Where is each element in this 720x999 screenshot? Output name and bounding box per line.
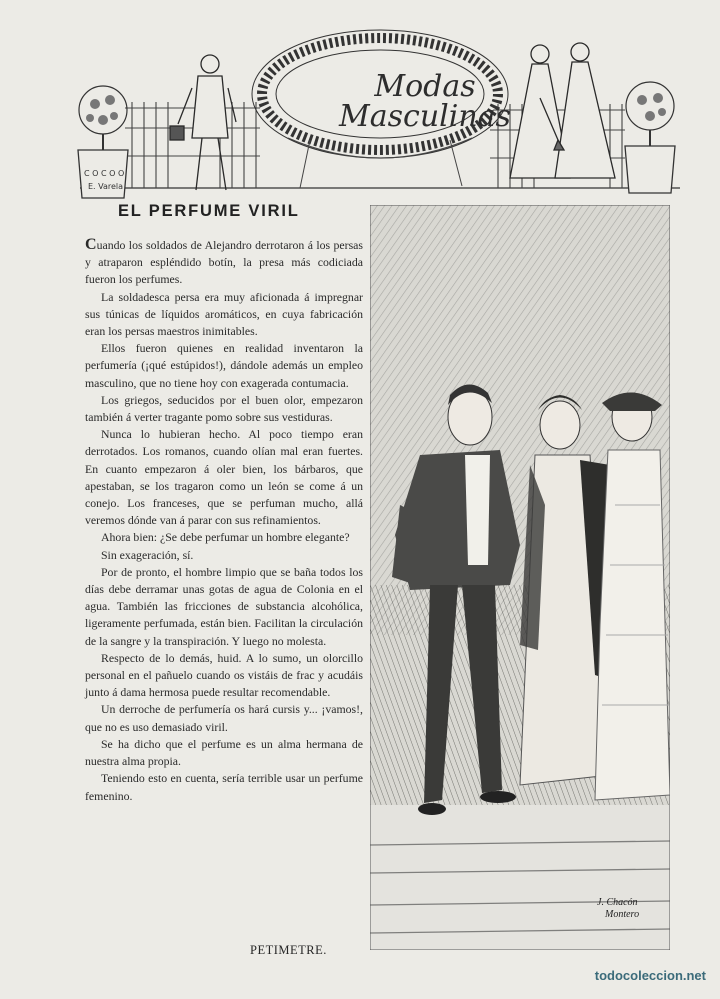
- article-paragraph: Los griegos, seducidos por el buen olor, empezaron también á verter tragante pomo sobre sus vestiduras.: [85, 392, 363, 425]
- watermark: todocoleccion.net: [594, 968, 706, 983]
- article-paragraph: Ahora bien: ¿Se debe perfumar un hombre elegante?: [101, 530, 350, 545]
- article-paragraph: Teniendo esto en cuenta, sería terrible usar un perfume femenino.: [85, 771, 363, 803]
- article-paragraph: Nunca lo hubieran hecho. Al poco tiempo eran derrotados. Los romanos, cuando olían mal eran fuertes. En cuanto empezaron á oler bien, los bárbaros, que apestaban, se los tragaron como un león se come á un conejo. Los franceses, que se perfuman mucho, allá veremos dónde van á parar con sus refinamientos.: [85, 427, 363, 528]
- fashion-illustration: [370, 205, 670, 950]
- header-banner: [70, 28, 690, 206]
- section-title-line2: Masculinas: [339, 99, 511, 134]
- illustration-artist-signature: J. Chacón Montero: [597, 897, 640, 920]
- article-signature: PETIMETRE.: [250, 943, 327, 957]
- drop-cap: C: [85, 236, 97, 253]
- article-paragraph: Respecto de lo demás, huid. A lo sumo, un olorcillo personal en el pañuelo cuando os vistáis de frac y acudáis junto á dama hermosa puede resultar recomendable.: [85, 650, 363, 700]
- header-gentleman-figure: [170, 55, 236, 190]
- section-title: [300, 69, 550, 134]
- article-paragraph: Cuando los soldados de Alejandro derrotaron á los persas y atraparon espléndido botín, la presa más codiciada fueron los perfumes.: [85, 236, 363, 287]
- article-body: [85, 236, 363, 805]
- illustration-artwork: [370, 205, 670, 950]
- svg-text:C O C O O: C O C O O: [84, 169, 125, 178]
- article-paragraph: Se ha dicho que el perfume es un alma hermana de nuestra alma propia.: [85, 736, 363, 769]
- fence-left: [125, 102, 260, 188]
- section-title-line1: Modas: [374, 69, 476, 104]
- article-paragraph: Ellos fueron quienes en realidad inventaron la perfumería (¡qué estúpidos!), dándole además un empleo masculino, que no tiene hoy con exagerada contumacia.: [85, 341, 363, 390]
- article-paragraph: Sin exageración, sí.: [101, 547, 194, 562]
- article-paragraph: Un derroche de perfumería os hará cursis y... ¡vamos!, que no es uso demasiado viril.: [85, 702, 363, 734]
- potted-tree-right: [625, 82, 675, 193]
- article-paragraph: Por de pronto, el hombre limpio que se baña todos los días debe derramar unas gotas de agua de Colonia en el agua. También las fricciones de substancia alcohólica, ligeramente perfumada, están bien. Facilitan la circulación de la sangre y la transpiración. Y luego no molesta.: [85, 564, 363, 648]
- article-title: EL PERFUME VIRIL: [118, 202, 300, 220]
- article-paragraph: La soldadesca persa era muy aficionada á impregnar sus túnicas de líquidos aromáticos, en cuya fabricación eran los persas maestros inimitables.: [85, 289, 363, 339]
- header-artist-signature: E. Varela: [88, 182, 124, 191]
